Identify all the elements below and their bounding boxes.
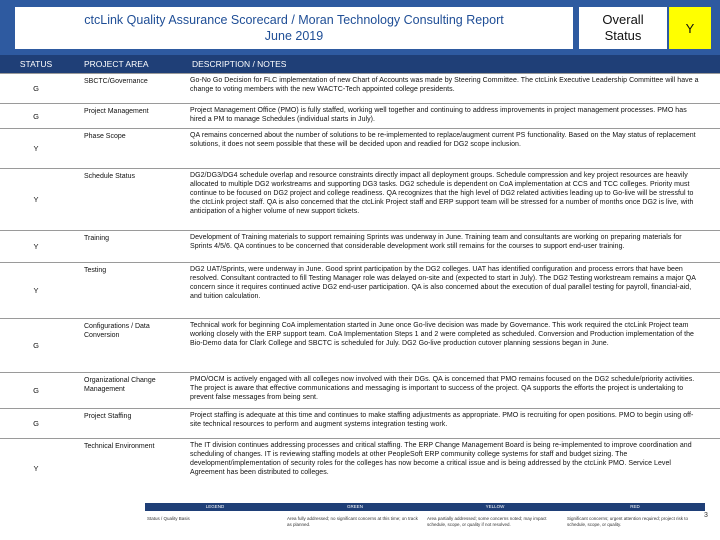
column-header-project-area: PROJECT AREA (72, 55, 184, 73)
description-cell: DG2/DG3/DG4 schedule overlap and resource constraints directly impact all deployment groups. Schedule compression and key project resources are heavily allocated to multiple DG2 workstreams and supporting DG3 tasks. DG2 schedule is dependent on CoA implementation at CCS and TCC colleges. Priority must continue to be focused on DG2 project and college readiness. QA recognizes that the high level of DG2 related activities leading up to Go-live will be stressful to the ctcLink project staff. QA is also concerned that the ctcLink Project staff and ERP support team will be stressed for a number of months once DG2 is live, with anticipation of a higher volume of new support tickets. (190, 172, 694, 215)
table-row (0, 372, 720, 408)
table-row (0, 128, 720, 168)
project-area-cell: Phase Scope (84, 133, 126, 140)
table-row (0, 230, 720, 262)
legend-yellow-text: Area partially addressed; some concerns noted; may impact schedule, scope, or quality if not resolved. (427, 516, 547, 527)
status-legend (145, 503, 705, 533)
report-header (0, 0, 720, 55)
description-cell: Project Management Office (PMO) is fully staffed, working well together and continuing to address improvements in project management processes. PMO has hired a PM to manage Schedules (individual starts in July). (190, 107, 687, 123)
project-area-cell: Project Staffing (84, 413, 132, 420)
description-cell: Go-No Go Decision for FLC implementation of new Chart of Accounts was made by Steering Committee. The ctcLink Executive Leadership Committee will have a change to voting members with the new WACTC-Tech appointed college presidents. (190, 77, 699, 93)
legend-red-text: Significant concerns; urgent attention required; project risk to schedule, scope, or quality. (567, 516, 689, 527)
legend-header: LEGEND (145, 503, 285, 511)
description-cell: Project staffing is adequate at this time and continues to make staffing adjustments as appropriate. PMO is recruiting for open positions. PMO to begin using off-site technical resources to perform and augment systems integration testing work. (190, 412, 694, 428)
status-cell: G (33, 84, 39, 93)
project-area-cell: Project Management (84, 108, 149, 115)
status-cell: Y (33, 144, 39, 153)
report-title-box (14, 6, 574, 50)
table-row (0, 408, 720, 438)
status-cell: G (33, 419, 39, 428)
legend-green-text: Area fully addressed; no significant concerns at this time; on track as planned. (287, 516, 418, 527)
report-title: ctcLink Quality Assurance Scorecard / Moran Technology Consulting Report (84, 13, 504, 27)
legend-yellow-header: YELLOW (425, 503, 565, 511)
description-cell: Technical work for beginning CoA implementation started in June once Go-live decision was made by Governance. This work required the ctcLink Project team working closely with the ERP support team. CoA Implementation Steps 1 and 2 were completed as scheduled. Conversion and Production implementation of the Bio-Demo data for Clark College and SBCTC is scheduled for July. DG2 Go-live production cutover planning sessions began in June. (190, 322, 694, 347)
table-row (0, 318, 720, 372)
table-row (0, 73, 720, 103)
status-cell: Y (33, 242, 39, 251)
status-cell: G (33, 386, 39, 395)
page-number: 3 (704, 512, 708, 519)
legend-basis: Status / Quality Basis (147, 516, 190, 521)
table-row (0, 103, 720, 128)
project-area-cell: Schedule Status (84, 173, 135, 180)
overall-label-line1: Overall (602, 12, 644, 27)
table-row (0, 438, 720, 498)
project-area-cell: Configurations / Data Conversion (84, 323, 150, 339)
project-area-cell: Organizational Change Management (84, 377, 156, 393)
project-area-cell: Testing (84, 267, 107, 274)
table-row (0, 168, 720, 230)
report-date: June 2019 (264, 29, 324, 43)
column-header-description: DESCRIPTION / NOTES (184, 55, 720, 73)
project-area-cell: SBCTC/Governance (84, 78, 148, 85)
status-cell: G (33, 341, 39, 350)
overall-label-line2: Status (604, 28, 642, 43)
description-cell: The IT division continues addressing processes and critical staffing. The ERP Change Management Board is being re-implemented to improve coordination and scheduling of changes. IT is reviewing staffing models at other PeopleSoft ERP community college systems for staff and budget sizing. The development/implementation of security roles for the colleges has now become a critical issue and is being addressed by the ctcLink PMO. Service Level Agreement has been distributed to colleges. (190, 442, 692, 476)
project-area-cell: Training (84, 235, 110, 242)
status-cell: Y (33, 195, 39, 204)
legend-green-header: GREEN (285, 503, 425, 511)
overall-status-label (578, 6, 668, 50)
legend-red-header: RED (565, 503, 705, 511)
project-area-cell: Technical Environment (84, 443, 155, 450)
status-cell: Y (33, 464, 39, 473)
table-row (0, 262, 720, 318)
description-cell: PMO/OCM is actively engaged with all colleges now involved with their DGs. QA is concerned that PMO remains focused on the DG2 schedule/priority activities. The project is aware that effective communications and messaging is important to success of the project. QA supports the efforts the project is undertaking to prevent false messages from being sent. (190, 376, 695, 401)
description-cell: Development of Training materials to support remaining Sprints was underway in June. Training team and consultants are working on preparing materials for Sprints 4/5/6. QA continues to be concerned that considerable development work still remains for the courses to support end-user training. (190, 234, 682, 250)
description-cell: DG2 UAT/Sprints, were underway in June. Good sprint participation by the DG2 colleges. UAT has identified configuration and process errors that have been resolved. Consultant contracted to fill Testing Manager role was delayed on-site and (expected to start in July). The DG2 Testing workstream remains a major QA concern since it requires continued active DG2 end-user participation. QA is also concerned about the execution of dual parallel testing for payroll, financial-aid, and tuition calculation. (190, 266, 696, 300)
status-cell: G (33, 111, 39, 121)
status-cell: Y (33, 286, 39, 295)
column-header-status: STATUS (0, 55, 72, 73)
description-cell: QA remains concerned about the number of solutions to be re-implemented to replace/augment current PS functionality. Based on the May status of replacement solutions, it does not seem possible that these will be decided upon and readied for DG2 scope inclusion. (190, 132, 696, 148)
overall-status-value: Y (668, 6, 712, 50)
